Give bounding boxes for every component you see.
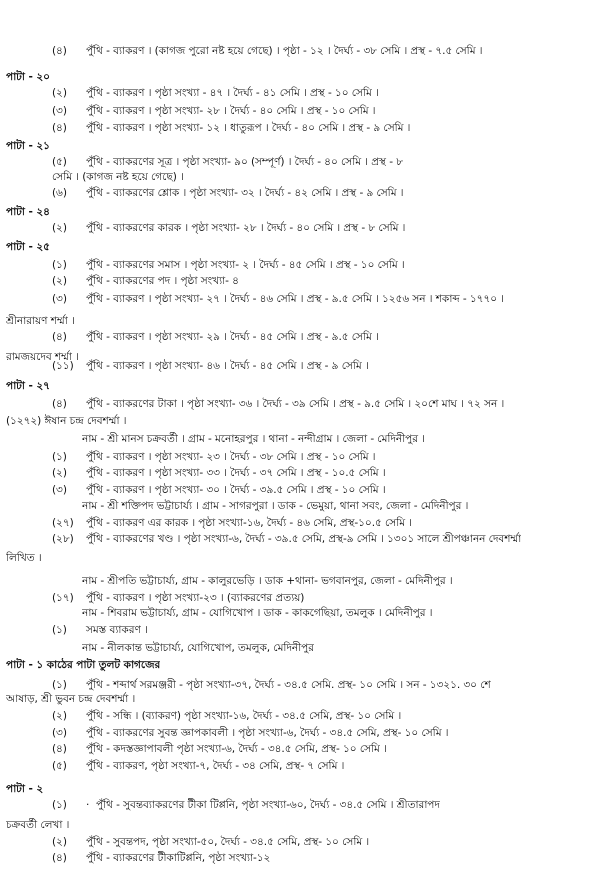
entry-number: (১) bbox=[52, 679, 67, 691]
entry-line bbox=[52, 835, 369, 849]
entry-text: পুঁথি - ব্যাকরণ । (কাগজ পুরো নষ্ট হয়ে গেছে) । পৃষ্ঠা - ১২ । দৈর্ঘ্য - ৩৮ সেমি । প্রস্থ - ৭.৫ সেমি । bbox=[86, 45, 483, 57]
owner-line: নাম - নীলকান্ত ভট্টাচার্য্য, যোগিখোপ, তমলুক, মেদিনীপুর bbox=[82, 642, 314, 654]
entry-number: (২) bbox=[52, 222, 67, 234]
entry-text: পুঁথি - ব্যাকরণ । পৃষ্ঠা সংখ্যা - ৪৭ । দৈর্ঘ্য - ৪১ সেমি । প্রস্থ - ১০ সেমি । bbox=[86, 87, 379, 99]
entry-text: পুঁথি - ব্যাকরণ । পৃষ্ঠা সংখ্যা- ৩০ । দৈর্ঘ্য - ৩৯.৫ সেমি । প্রস্থ - ১০ সেমি । bbox=[86, 484, 386, 496]
entry-number: (৩) bbox=[52, 105, 67, 117]
entry-number: (১) bbox=[52, 259, 67, 271]
entry-number: (৩) bbox=[52, 727, 67, 739]
entry-text: পুঁথি - ব্যাকরণ । পৃষ্ঠা সংখ্যা- ২৩ । দৈর্ঘ্য - ৩৮ সেমি । প্রস্থ - ১০ সেমি । bbox=[86, 451, 376, 463]
entry-text: সমস্ত ব্যাকরণ । bbox=[86, 624, 148, 636]
entry-line bbox=[52, 104, 375, 118]
section-heading: পাটা - ১ কাঠের পাটা তুলট কাগজের bbox=[6, 659, 161, 671]
entry-text: পুঁথি - ব্যাকরণ । পৃষ্ঠা সংখ্যা- ১২ । ধাতুরূপ । দৈর্ঘ্য - ৪০ সেমি । প্রস্থ - ৯ সেমি । bbox=[86, 122, 411, 134]
entry-line bbox=[52, 709, 401, 723]
entry-line bbox=[52, 516, 412, 530]
stray-mark: · bbox=[86, 799, 90, 811]
text-line: সেমি । (কাগজ নষ্ট হয়ে গেছে) । bbox=[52, 171, 184, 183]
entry-line bbox=[52, 726, 448, 740]
entry-number: (৪) bbox=[52, 45, 67, 57]
entry-line bbox=[52, 397, 504, 411]
entry-number: (১) bbox=[52, 451, 67, 463]
entry-line bbox=[52, 292, 504, 306]
entry-number: (৪) bbox=[52, 398, 67, 410]
entry-text: পুঁথি - ব্যাকরণ । পৃষ্ঠা সংখ্যা- ৪৬ । দৈর্ঘ্য - ৪৫ সেমি । প্রস্থ - ৯ সেমি । bbox=[86, 360, 369, 372]
entry-line bbox=[52, 121, 410, 135]
owner-line: নাম - শ্রী মানস চক্রবর্তী । গ্রাম - মনোহরপুর । থানা - নন্দীগ্রাম । জেলা - মেদিনীপুর । bbox=[82, 433, 425, 445]
entry-line bbox=[52, 330, 379, 344]
entry-number: (৩) bbox=[52, 484, 67, 496]
entry-number: (৪) bbox=[52, 122, 67, 134]
text-line: চক্রবর্তী লেখা । bbox=[6, 819, 70, 831]
text-line: আষাড়, শ্রী ভুবন চন্দ্র দেবশর্ম্মা । bbox=[6, 693, 136, 705]
entry-line bbox=[52, 623, 148, 637]
entry-number: (৪) bbox=[52, 743, 67, 755]
entry-text: পুঁথি - ব্যাকরণের টাকা । পৃষ্ঠা সংখ্যা- ৩৬ । দৈর্ঘ্য - ৩৯ সেমি । প্রস্থ - ৯.৫ সেমি । ২০শে মাঘ । ৭২ সন । bbox=[86, 398, 505, 410]
entry-number: (৬) bbox=[52, 187, 67, 199]
entry-text: পুঁথি - ব্যাকরণ এর কারক । পৃষ্ঠা সংখ্যা-১৬, দৈর্ঘ্য - ৪৬ সেমি, প্রস্থ-১০.৫ সেমি । bbox=[86, 517, 412, 529]
text-line: শ্রীনারায়ণ শর্ম্মা । bbox=[6, 315, 75, 327]
entry-text: পুঁথি - সুবন্তব্যাকরণের টীকা টিপ্পনি, পৃষ্ঠা সংখ্যা-৬০, দৈর্ঘ্য - ৩৪.৫ সেমি । শ্রীতারাপদ bbox=[96, 799, 440, 811]
entry-text: পুঁথি - ব্যাকরণের সমাস । পৃষ্ঠা সংখ্যা- ২ । দৈর্ঘ্য - ৪৫ সেমি । প্রস্থ - ১০ সেমি । bbox=[86, 259, 405, 271]
owner-line: নাম - শিবরাম ভট্টাচার্য্য, গ্রাম - যোগিখোপ । ডাক - কাকগেছিয়া, তমলুক । মেদিনীপুর । bbox=[82, 607, 433, 619]
entry-number: (২) bbox=[52, 710, 67, 722]
text-line: লিখিত । bbox=[6, 552, 42, 564]
entry-number: (২) bbox=[52, 87, 67, 99]
section-heading: পাটা - ২১ bbox=[6, 140, 50, 152]
entry-text: পুঁথি - ব্যাকরণ, পৃষ্ঠা সংখ্যা-৭, দৈর্ঘ্য - ৩৪ সেমি, প্রস্থ- ৭ সেমি । bbox=[86, 760, 345, 772]
entry-line bbox=[52, 759, 344, 773]
entry-text: পুঁথি - ব্যাকরণের কারক । পৃষ্ঠা সংখ্যা- ২৮ । দৈর্ঘ্য - ৪০ সেমি । প্রস্থ - ৮ সেমি । bbox=[86, 222, 406, 234]
entry-number: (১৭) bbox=[52, 592, 74, 604]
text-line: (১২৭২) ঈষান চন্দ্র দেবশর্ম্মা । bbox=[6, 415, 127, 427]
entry-line bbox=[52, 221, 405, 235]
entry-text: পুঁথি - ব্যাকরণের শ্লোক । পৃষ্ঠা সংখ্যা- ৩২ । দৈর্ঘ্য - ৪২ সেমি । প্রস্থ - ৯ সেমি । bbox=[86, 187, 404, 199]
section-heading: পাটা - ২ bbox=[6, 783, 44, 795]
entry-number: (২৭) bbox=[52, 517, 74, 529]
entry-line bbox=[52, 274, 239, 288]
entry-text: পুঁথি - ব্যাকরণের পদ । পৃষ্ঠা সংখ্যা- ৪ bbox=[86, 275, 239, 287]
entry-text: পুঁথি - ব্যাকরণের সূত্র । পৃষ্ঠা সংখ্যা- ৯০ (সম্পূর্ণ) । দৈর্ঘ্য - ৪০ সেমি । প্রস্থ - ৮ bbox=[86, 156, 403, 168]
entry-number: (১) bbox=[52, 624, 67, 636]
entry-line bbox=[52, 798, 440, 812]
entry-line bbox=[52, 742, 387, 756]
entry-text: পুঁথি - কদস্তজ্ঞাপাবলী পৃষ্ঠা সংখ্যা-৬, দৈর্ঘ্য - ৩৪.৫ সেমি, প্রস্থ- ১০ সেমি । bbox=[86, 743, 387, 755]
entry-text: পুঁথি - সুবন্তপদ, পৃষ্ঠা সংখ্যা-৫০, দৈর্ঘ্য - ৩৪.৫ সেমি, প্রস্থ- ১০ সেমি । bbox=[86, 836, 370, 848]
entry-text: পুঁথি - শব্দার্থ সরমঞ্জরী - পৃষ্ঠা সংখ্যা-৩৭, দৈর্ঘ্য - ৩৪.৫ সেমি. প্রস্থ- ১০ সেমি । সন - ১৩২১. ৩০ শে bbox=[86, 679, 491, 691]
entry-line bbox=[52, 186, 403, 200]
entry-text: পুঁথি - ব্যাকরণের সুবন্ত জ্ঞাপকাবলী । পৃষ্ঠা সংখ্যা-৬, দৈর্ঘ্য - ৩৪.৫ সেমি, প্রস্থ- ১০ সেমি । bbox=[86, 727, 449, 739]
text-line: রামজয়দেব শর্ম্মা । bbox=[6, 351, 79, 363]
entry-number: (২) bbox=[52, 467, 67, 479]
entry-text: পুঁথি - ব্যাকরণ । পৃষ্ঠা সংখ্যা- ২৯ । দৈর্ঘ্য - ৪৫ সেমি । প্রস্থ - ৯.৫ সেমি । bbox=[86, 331, 379, 343]
entry-line bbox=[52, 450, 376, 464]
entry-number: (৫) bbox=[52, 156, 67, 168]
entry-number: (১১) bbox=[52, 360, 74, 372]
entry-line bbox=[52, 851, 270, 865]
entry-line bbox=[52, 258, 405, 272]
entry-number: (২) bbox=[52, 275, 67, 287]
owner-line: নাম - শ্রী শক্তিপদ ভট্টাচার্য্য । গ্রাম - সাগরপুরা । ডাক - ভেমুয়া, থানা সবং, জেলা - মেদিনীপুর । bbox=[82, 500, 469, 512]
entry-number: (২৮) bbox=[52, 533, 74, 545]
entry-line bbox=[52, 359, 369, 373]
entry-number: (১) bbox=[52, 799, 67, 811]
entry-number: (৪) bbox=[52, 852, 67, 864]
entry-line bbox=[52, 155, 403, 169]
section-heading: পাটা - ২৭ bbox=[6, 380, 50, 392]
entry-number: (২) bbox=[52, 836, 67, 848]
entry-text: পুঁথি - ব্যাকরণ । পৃষ্ঠা সংখ্যা-২৩ । (ব্যাকরণের প্রত্যয়) bbox=[86, 592, 305, 604]
entry-text: পুঁথি - ব্যাকরণ । পৃষ্ঠা সংখ্যা- ২৮ । দৈর্ঘ্য - ৪০ সেমি । প্রস্থ - ১০ সেমি । bbox=[86, 105, 376, 117]
entry-number: (৩) bbox=[52, 293, 67, 305]
section-heading: পাটা - ২৫ bbox=[6, 241, 50, 253]
entry-line bbox=[52, 532, 521, 546]
entry-line bbox=[52, 86, 379, 100]
entry-line bbox=[52, 466, 386, 480]
entry-text: পুঁথি - ব্যাকরণের খণ্ড । পৃষ্ঠা সংখ্যা-৬, দৈর্ঘ্য - ৩৯.৫ সেমি, প্রস্থ-৯ সেমি । ১৩০১ সালে শ্রীপঞ্চানন দেবশর্ম্মা bbox=[86, 533, 522, 545]
entry-text: পুঁথি - ব্যাকরণের টীকাটিপ্পনি, পৃষ্ঠা সংখ্যা-১২ bbox=[86, 852, 271, 864]
entry-text: পুঁথি - সন্ধি । (ব্যাকরণ) পৃষ্ঠা সংখ্যা-১৬, দৈর্ঘ্য - ৩৪.৫ সেমি, প্রস্থ- ১০ সেমি । bbox=[86, 710, 402, 722]
entry-number: (৪) bbox=[52, 331, 67, 343]
entry-text: পুঁথি - ব্যাকরণ । পৃষ্ঠা সংখ্যা- ২৭ । দৈর্ঘ্য - ৪৬ সেমি । প্রস্থ - ৯.৫ সেমি । ১২৫৬ সন । শকাব্দ - ১৭৭০ । bbox=[86, 293, 504, 305]
entry-text: পুঁথি - ব্যাকরণ । পৃষ্ঠা সংখ্যা- ৩৩ । দৈর্ঘ্য - ৩৭ সেমি । প্রস্থ - ১০.৫ সেমি । bbox=[86, 467, 386, 479]
entry-line bbox=[52, 483, 386, 497]
entry-line bbox=[52, 591, 304, 605]
section-heading: পাটা - ২০ bbox=[6, 71, 50, 83]
entry-line bbox=[52, 678, 491, 692]
entry-number: (৫) bbox=[52, 760, 67, 772]
section-heading: পাটা - ২৪ bbox=[6, 206, 50, 218]
entry-line bbox=[52, 44, 482, 58]
owner-line: নাম - শ্রীপতি ভট্টাচার্য্য, গ্রাম - কালুরভেড়ি । ডাক +থানা- ভগবানপুর, জেলা - মেদিনীপুর । bbox=[82, 575, 453, 587]
